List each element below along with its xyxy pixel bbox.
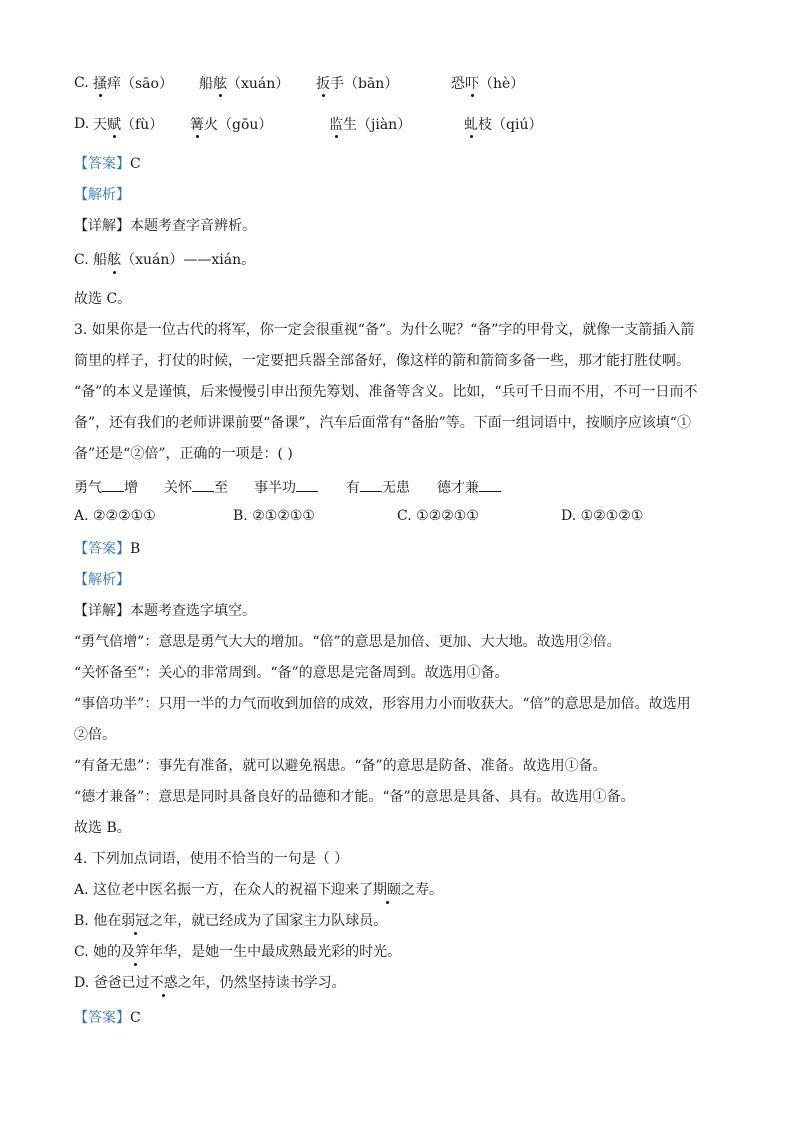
q3-choose: 故选 B。 [74,820,131,836]
q3-blank-4: 有 无患 [346,477,410,497]
q2-option-c-item-4: 恐吓（hè） [451,73,524,93]
q3-blank-2: 关怀 至 [164,477,228,497]
q4-stem: 4. 下列加点词语，使用不恰当的一句是（ ） [74,851,349,867]
dotted-char: 赋 [107,114,121,134]
q3-explain-1: “勇气倍增”：意思是勇气大大的增加。“倍”的意思是加倍、更加、大大地。故选用②倍。 [74,634,621,650]
q4-answer [74,1008,141,1028]
q3-answer [74,539,140,559]
q4-option-a: A. 这位老中医名振一方，在众人的祝福下迎来了期颐之寿。 [74,882,444,898]
q3-option-d: D. ①②①②① [561,508,644,524]
dotted-word: 期颐 [373,882,402,898]
option-label: C. [74,75,89,91]
q2-option-c [74,73,89,93]
q2-option-d [74,114,89,134]
q2-answer [74,154,141,174]
dotted-word: 及笄 [121,944,150,960]
q3-option-b: B. ②①②①① [233,508,315,524]
answer-tag: 【答案】 [74,1010,130,1026]
q4-option-d: D. 爸爸已过不惑之年，仍然坚持读书学习。 [74,975,346,991]
dotted-char: 虬 [464,114,478,134]
answer-tag: 【答案】 [74,156,130,172]
dotted-char: 搔 [93,73,107,93]
dotted-word: 不惑 [149,975,178,991]
q3-detail: 【详解】本题考查选字填空。 [74,603,256,619]
answer-value: B [130,541,141,557]
q3-explain-5: “有备无患”：事先有准备，就可以避免祸患。“备”的意思是防备、准备。故选用①备。 [74,758,607,774]
option-label: D. [74,116,90,132]
dotted-char: 监 [329,114,343,134]
q3-line-3: “备”的本义是谨慎，后来慢慢引申出预先筹划、准备等含义。比如，“兵可千日而不用，不可一日而不 [74,384,698,400]
q3-explain-3: “事倍功半”：只用一半的力气而收到加倍的成效，形容用力小而收获大。“倍”的意思是加倍。故选用 [74,696,691,712]
dotted-char: 舷 [213,73,227,93]
dotted-char: 舷 [107,252,122,268]
answer-tag: 【答案】 [74,541,130,557]
answer-value: C [130,156,141,172]
q3-line-5: 备”还是“②倍”，正确的一项是：( ) [74,446,293,462]
q3-line-4: 备”，还有我们的老师讲课前要“备课”，汽车后面常有“备胎”等。下面一组词语中，按顺序应该填“① [74,415,691,431]
q2-option-d-item-3: 监生（jiàn） [329,114,411,134]
q2-detail: 【详解】本题考查字音辨析。 [74,218,256,234]
q2-choose: 故选 C。 [74,291,132,307]
q2-option-d-item-2: 篝火（gōu） [190,114,272,134]
fill-blank [192,477,214,492]
q2-option-d-item-1: 天赋（fù） [93,114,163,134]
q3-line-1: 3. 如果你是一位古代的将军，你一定会很重视“备”。为什么呢？“备”字的甲骨文，就像一支箭插入箭 [74,322,695,338]
fill-blank [479,477,501,492]
q2-option-c-item-1: 搔痒（sāo） [93,73,173,93]
q2-option-c-item-3: 扳手（bān） [316,73,398,93]
q3-option-a: A. ②②②①① [74,508,156,524]
q2-analysis-tag: 【解析】 [74,187,130,203]
fill-blank [102,477,124,492]
q3-option-c: C. ①②②①① [397,508,479,524]
q2-option-d-item-4: 虬枝（qiú） [464,114,542,134]
q3-blank-3: 事半功 [254,477,318,497]
dotted-char: 扳 [316,73,330,93]
dotted-char: 篝 [190,114,204,134]
q3-line-2: 筒里的样子，打仗的时候，一定要把兵器全部备好，像这样的箭和箭筒多备一些，那才能打胜仗啊。 [74,353,690,369]
q4-option-b: B. 他在弱冠之年，就已经成为了国家主力队球员。 [74,913,388,929]
dotted-char: 吓 [465,73,479,93]
q2-option-c-item-2: 船舷（xuán） [199,73,289,93]
dotted-word: 弱冠 [121,913,150,929]
q4-option-c: C. 她的及笄年华，是她一生中最成熟最光彩的时光。 [74,944,402,960]
fill-blank [360,477,382,492]
q3-blank-5: 德才兼 [437,477,501,497]
q2-correction: C. 船舷（xuán）——xián。 [74,252,256,268]
fill-blank [296,477,318,492]
q3-analysis-tag: 【解析】 [74,572,130,588]
q3-explain-4: ②倍。 [74,727,116,743]
q3-explain-2: “关怀备至”：关心的非常周到。“备”的意思是完备周到。故选用①备。 [74,665,509,681]
q3-blank-1: 勇气 增 [74,477,138,497]
answer-value: C [130,1010,141,1026]
q3-explain-6: “德才兼备”：意思是同时具备良好的品德和才能。“备”的意思是具备、具有。故选用①备。 [74,789,635,805]
